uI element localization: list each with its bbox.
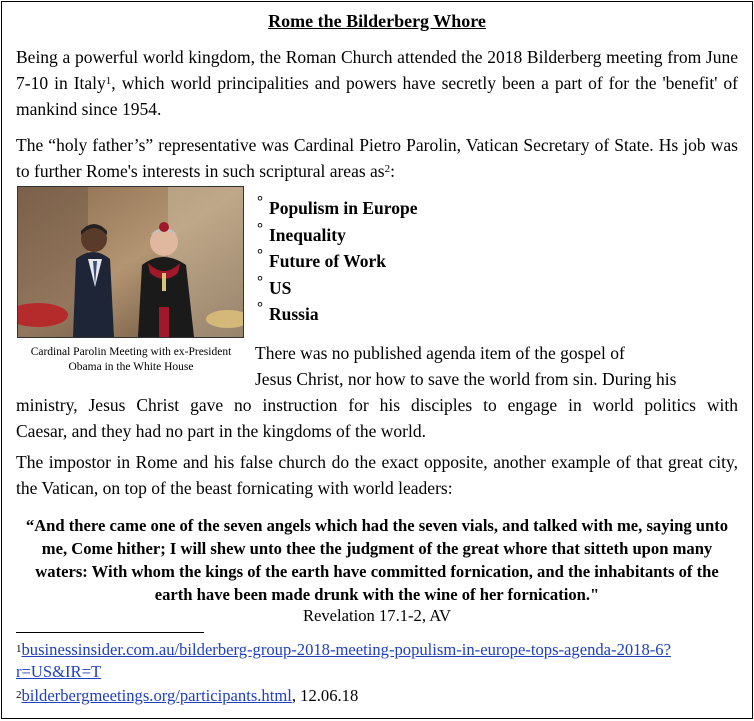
agenda-item-label: Inequality xyxy=(269,224,346,245)
agenda-item xyxy=(257,222,417,249)
agenda-item xyxy=(257,248,417,275)
agenda-item-label: Future of Work xyxy=(269,251,386,271)
meeting-photo xyxy=(17,186,244,338)
intro-text-a: Being a powerful world kingdom, the Roman Church attended the 2018 Bilderberg meeting from June 7-10 in Italy xyxy=(16,47,738,93)
page-title: Rome the Bilderberg Whore xyxy=(268,11,486,31)
agenda-item xyxy=(257,275,417,302)
agenda-item xyxy=(257,301,417,328)
scripture-reference: Revelation 17.1-2, AV xyxy=(302,606,452,625)
bullet-marker: ° xyxy=(257,273,263,290)
representative-paragraph xyxy=(16,132,738,184)
agenda-item-label: US xyxy=(269,277,292,298)
footnote-number: 1 xyxy=(16,643,22,655)
footnote-divider xyxy=(16,632,204,633)
photo-caption: Cardinal Parolin Meeting with ex-President Obama in the White House xyxy=(30,346,232,373)
bullet-marker: ° xyxy=(257,300,263,316)
bullet-marker: ° xyxy=(257,194,263,210)
footnote-1 xyxy=(16,639,736,683)
footnote-2 xyxy=(16,685,358,707)
agenda-item xyxy=(257,195,417,222)
impostor-paragraph: The impostor in Rome and his false church do the exact opposite, another example of that great city, the Vatican, on top of the beast fornicating with world leaders: xyxy=(16,452,738,498)
bullet-marker: ° xyxy=(257,247,263,263)
gospel-paragraph-line-2: Jesus Christ, nor how to save the world from sin. During his xyxy=(255,369,677,389)
footnote-link-1[interactable]: businessinsider.com.au/bilderberg-group-2018-meeting-populism-in-europe-tops-agenda-2018-6?r=US&IR=T xyxy=(16,640,671,681)
footnote-suffix: , 12.06.18 xyxy=(291,686,359,705)
representative-text-b: : xyxy=(390,161,395,181)
footnote-link-2[interactable]: bilderbergmeetings.org/participants.html xyxy=(21,686,292,705)
document-page xyxy=(1,1,753,719)
gospel-paragraph-line-3: ministry, Jesus Christ gave no instruction for his disciples to engage in world politics with xyxy=(16,395,738,415)
intro-text-b: , which world principalities and powers have secretly been a part of for the 'benefit' of mankind since 1954. xyxy=(16,73,738,119)
representative-text-a: The “holy father’s” representative was Cardinal Pietro Parolin, Vatican Secretary of State. Hs job was to further Rome's interests in such scriptural areas as xyxy=(16,135,738,181)
intro-paragraph xyxy=(16,44,738,122)
footnote-ref-2[interactable]: 2 xyxy=(384,163,391,175)
agenda-item-label: Populism in Europe xyxy=(269,198,418,218)
meeting-photo-illustration xyxy=(18,187,243,337)
agenda-list xyxy=(257,195,417,328)
footnote-ref-1[interactable]: 1 xyxy=(105,75,112,87)
scripture-quote: “And there came one of the seven angels which had the seven vials, and talked with me, saying unto me, Come hither; I will shew unto thee the judgment of the great whore that sitteth upon many waters: With whom the kings of the earth have committed fornication, and the inhabitants of the earth have been made drunk with the wine of her fornication." xyxy=(25,516,729,604)
gospel-paragraph-line-4: Caesar, and they had no part in the kingdoms of the world. xyxy=(16,421,426,441)
agenda-item-label: Russia xyxy=(269,304,319,324)
gospel-paragraph-line-1: There was no published agenda item of the gospel of xyxy=(255,343,625,363)
bullet-marker: ° xyxy=(257,220,263,237)
footnote-number: 2 xyxy=(16,689,22,701)
